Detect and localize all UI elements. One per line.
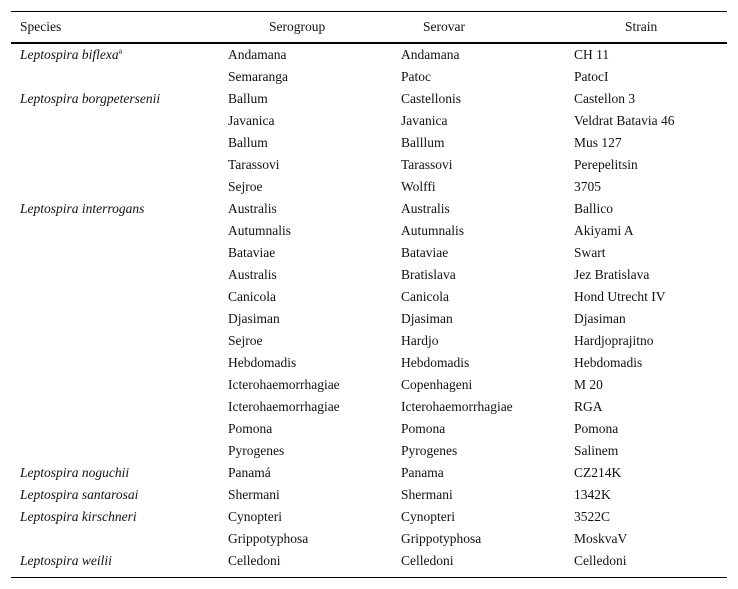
cell-serovar: Pyrogenes xyxy=(401,443,458,458)
cell-strain: Swart xyxy=(574,245,606,260)
table-row xyxy=(11,308,727,330)
cell-strain: Jez Bratislava xyxy=(574,267,650,282)
table-row xyxy=(11,396,727,418)
cell-serogroup: Pyrogenes xyxy=(228,443,285,458)
cell-serogroup: Autumnalis xyxy=(228,223,291,238)
table-row xyxy=(11,506,727,528)
cell-strain: MoskvaV xyxy=(574,531,628,546)
cell-serogroup: Sejroe xyxy=(228,333,263,348)
cell-serovar: Celledoni xyxy=(401,553,454,568)
cell-serovar: Australis xyxy=(401,201,450,216)
cell-strain: Ballico xyxy=(574,201,613,216)
table-row xyxy=(11,462,727,484)
cell-serovar: Pomona xyxy=(401,421,446,436)
cell-species: Leptospira borgpetersenii xyxy=(20,91,161,106)
cell-serovar: Andamana xyxy=(401,47,460,62)
cell-strain: Salinem xyxy=(574,443,619,458)
cell-serovar: Copenhageni xyxy=(401,377,473,392)
cell-strain: 3705 xyxy=(574,179,601,194)
table-top-rule xyxy=(11,11,727,12)
table-body xyxy=(11,44,727,572)
cell-strain: Perepelitsin xyxy=(574,157,638,172)
header-serogroup: Serogroup xyxy=(269,19,326,34)
cell-serovar: Balllum xyxy=(401,135,445,150)
cell-species: Leptospira biflexa$^a$ xyxy=(20,46,123,62)
cell-serogroup: Hebdomadis xyxy=(228,355,297,370)
table-row xyxy=(11,484,727,506)
cell-serogroup: Australis xyxy=(228,267,277,282)
cell-strain: Celledoni xyxy=(574,553,627,568)
cell-species: Leptospira santarosai xyxy=(20,487,139,502)
cell-serovar: Wolffi xyxy=(401,179,436,194)
cell-serovar: Canicola xyxy=(401,289,449,304)
table-row xyxy=(11,88,727,110)
cell-serogroup: Cynopteri xyxy=(228,509,282,524)
cell-serogroup: Canicola xyxy=(228,289,276,304)
cell-strain: Pomona xyxy=(574,421,619,436)
table-row xyxy=(11,110,727,132)
cell-strain: M 20 xyxy=(574,377,603,392)
cell-strain: Castellon 3 xyxy=(574,91,636,106)
cell-serogroup: Javanica xyxy=(228,113,275,128)
table-row xyxy=(11,44,727,66)
cell-serogroup: Panamá xyxy=(228,465,271,480)
table-row xyxy=(11,264,727,286)
table-row xyxy=(11,154,727,176)
cell-species: Leptospira kirschneri xyxy=(20,509,137,524)
cell-serogroup: Semaranga xyxy=(228,69,288,84)
cell-serovar: Cynopteri xyxy=(401,509,455,524)
header-strain: Strain xyxy=(625,19,658,34)
header-serovar: Serovar xyxy=(423,19,465,34)
table-row xyxy=(11,286,727,308)
cell-strain: Hebdomadis xyxy=(574,355,643,370)
cell-serogroup: Ballum xyxy=(228,91,268,106)
table-bottom-rule xyxy=(11,577,727,578)
cell-serovar: Djasiman xyxy=(401,311,453,326)
cell-strain: Akiyami A xyxy=(574,223,634,238)
cell-strain: Veldrat Batavia 46 xyxy=(574,113,675,128)
cell-strain: CH 11 xyxy=(574,47,610,62)
table-row xyxy=(11,66,727,88)
cell-serovar: Hardjo xyxy=(401,333,439,348)
table-row xyxy=(11,418,727,440)
cell-serovar: Autumnalis xyxy=(401,223,464,238)
table-row xyxy=(11,220,727,242)
cell-serogroup: Australis xyxy=(228,201,277,216)
table-row xyxy=(11,198,727,220)
table-row xyxy=(11,176,727,198)
cell-serogroup: Djasiman xyxy=(228,311,280,326)
cell-serovar: Bataviae xyxy=(401,245,449,260)
cell-serovar: Tarassovi xyxy=(401,157,453,172)
cell-strain: Djasiman xyxy=(574,311,626,326)
cell-serovar: Panama xyxy=(401,465,444,480)
cell-serovar: Castellonis xyxy=(401,91,461,106)
cell-species: Leptospira noguchii xyxy=(20,465,130,480)
cell-serogroup: Ballum xyxy=(228,135,268,150)
header-species: Species xyxy=(20,19,62,34)
table-row xyxy=(11,550,727,572)
cell-serogroup: Tarassovi xyxy=(228,157,280,172)
table-row xyxy=(11,440,727,462)
table-row xyxy=(11,330,727,352)
cell-serovar: Icterohaemorrhagiae xyxy=(401,399,513,414)
table-row xyxy=(11,374,727,396)
cell-serogroup: Grippotyphosa xyxy=(228,531,309,546)
cell-species: Leptospira weilii xyxy=(20,553,112,568)
cell-serogroup: Andamana xyxy=(228,47,287,62)
cell-serovar: Shermani xyxy=(401,487,453,502)
cell-serogroup: Pomona xyxy=(228,421,273,436)
cell-strain: 3522C xyxy=(574,509,611,524)
cell-serogroup: Shermani xyxy=(228,487,280,502)
cell-serovar: Patoc xyxy=(401,69,431,84)
table-row xyxy=(11,132,727,154)
cell-serovar: Bratislava xyxy=(401,267,456,282)
cell-serogroup: Celledoni xyxy=(228,553,281,568)
cell-serogroup: Icterohaemorrhagiae xyxy=(228,377,340,392)
cell-strain: Mus 127 xyxy=(574,135,622,150)
cell-serogroup: Bataviae xyxy=(228,245,276,260)
cell-serogroup: Icterohaemorrhagiae xyxy=(228,399,340,414)
table-row xyxy=(11,242,727,264)
cell-strain: 1342K xyxy=(574,487,611,502)
cell-serovar: Hebdomadis xyxy=(401,355,470,370)
cell-strain: CZ214K xyxy=(574,465,622,480)
table-row xyxy=(11,352,727,374)
cell-species: Leptospira interrogans xyxy=(20,201,145,216)
footnote-marker: a xyxy=(118,46,123,56)
cell-serovar: Grippotyphosa xyxy=(401,531,482,546)
cell-strain: RGA xyxy=(574,399,603,414)
cell-strain: Hond Utrecht IV xyxy=(574,289,666,304)
cell-strain: Hardjoprajitno xyxy=(574,333,654,348)
cell-strain: PatocI xyxy=(574,69,609,84)
table-row xyxy=(11,528,727,550)
cell-serogroup: Sejroe xyxy=(228,179,263,194)
cell-serovar: Javanica xyxy=(401,113,448,128)
